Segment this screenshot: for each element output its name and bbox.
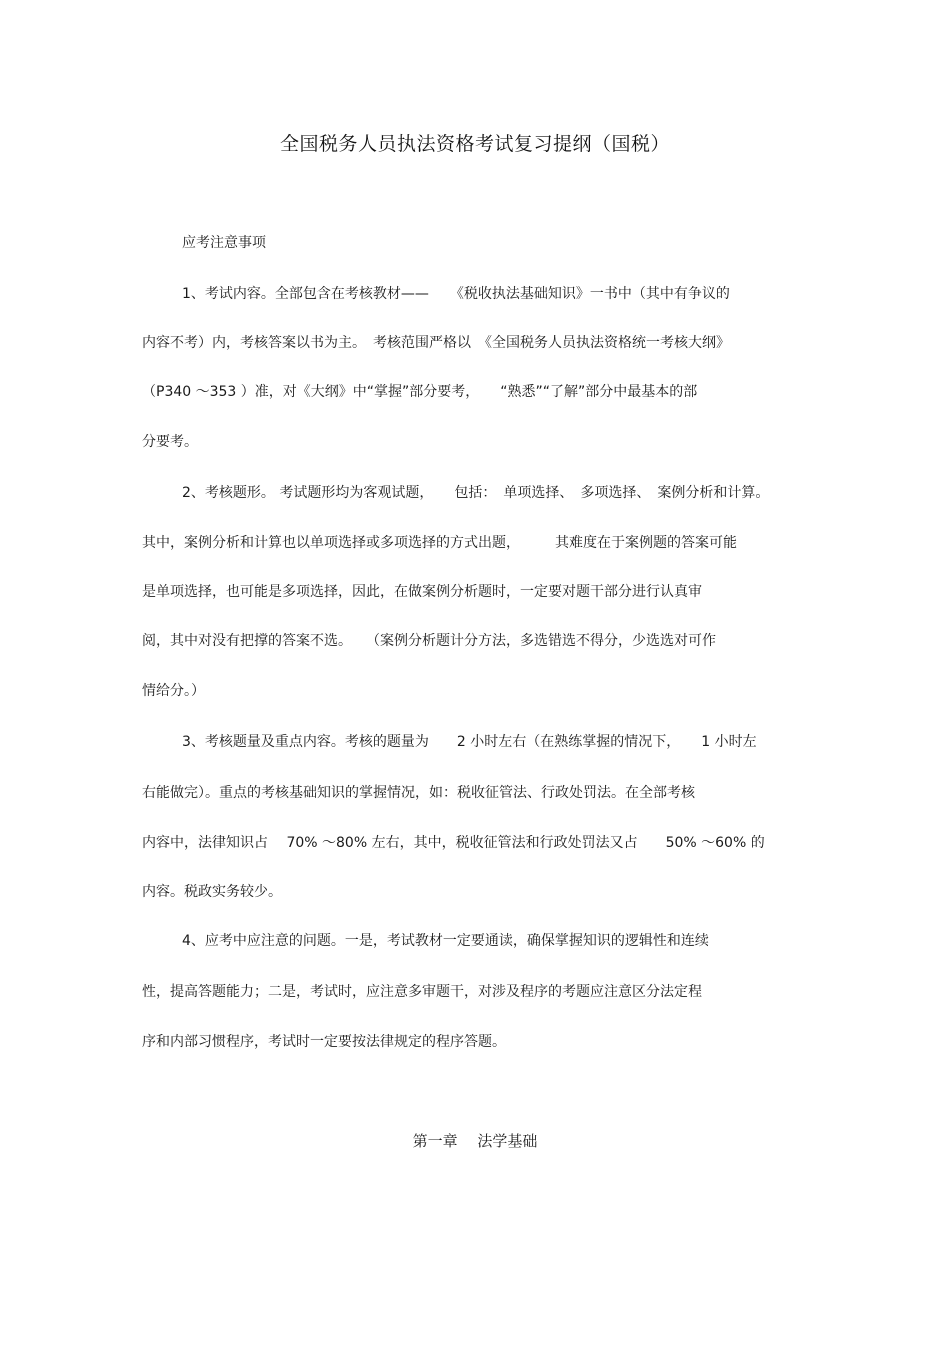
paragraph-3-line-2: 右能做完）。重点的考核基础知识的掌握情况，如：税收征管法、行政处罚法。在全部考核	[142, 785, 695, 801]
paragraph-1-line-4: 分要考。	[142, 434, 198, 450]
paragraph-2-line-3: 是单项选择，也可能是多项选择，因此，在做案例分析题时，一定要对题干部分进行认真审	[142, 584, 702, 600]
paragraph-2-line-1: 2、考核题形。 考试题形均为客观试题， 包括： 单项选择、 多项选择、 案例分析和计算。	[182, 485, 770, 501]
paragraph-4-line-3: 序和内部习惯程序，考试时一定要按法律规定的程序答题。	[142, 1034, 506, 1050]
chapter-heading: 第一章 法学基础	[412, 1132, 538, 1150]
paragraph-1-line-3: （P340 ～353 ）准，对《大纲》中“掌握”部分要考， “熟悉”“了解”部分中最基本的部	[142, 384, 698, 400]
paragraph-2-line-4: 阅，其中对没有把撑的答案不选。 （案例分析题计分方法，多选错选不得分，少选选对可作	[142, 633, 716, 649]
paragraph-1-line-2: 内容不考）内，考核答案以书为主。 考核范围严格以 《全国税务人员执法资格统一考核大纲》	[142, 335, 730, 351]
paragraph-4-line-2: 性，提高答题能力；二是，考试时，应注意多审题干，对涉及程序的考题应注意区分法定程	[142, 984, 702, 1000]
document-title: 全国税务人员执法资格考试复习提纲（国税）	[279, 133, 670, 155]
paragraph-2-line-5: 情给分。）	[142, 683, 205, 699]
paragraph-2-line-2: 其中，案例分析和计算也以单项选择或多项选择的方式出题， 其难度在于案例题的答案可能	[142, 535, 737, 551]
paragraph-4-line-1: 4、应考中应注意的问题。一是，考试教材一定要通读，确保掌握知识的逻辑性和连续	[182, 933, 709, 949]
paragraph-1-line-1: 1、考试内容。全部包含在考核教材—— 《税收执法基础知识》一书中（其中有争议的	[182, 286, 730, 302]
paragraph-3-line-4: 内容。税政实务较少。	[142, 884, 282, 900]
paragraph-3-line-1: 3、考核题量及重点内容。考核的题量为 2 小时左右（在熟练掌握的情况下， 1 小时左	[182, 734, 757, 750]
section-heading: 应考注意事项	[182, 235, 266, 251]
paragraph-3-line-3: 内容中，法律知识占 70% ～80% 左右，其中，税收征管法和行政处罚法又占 50% ～60% 的	[142, 835, 765, 851]
